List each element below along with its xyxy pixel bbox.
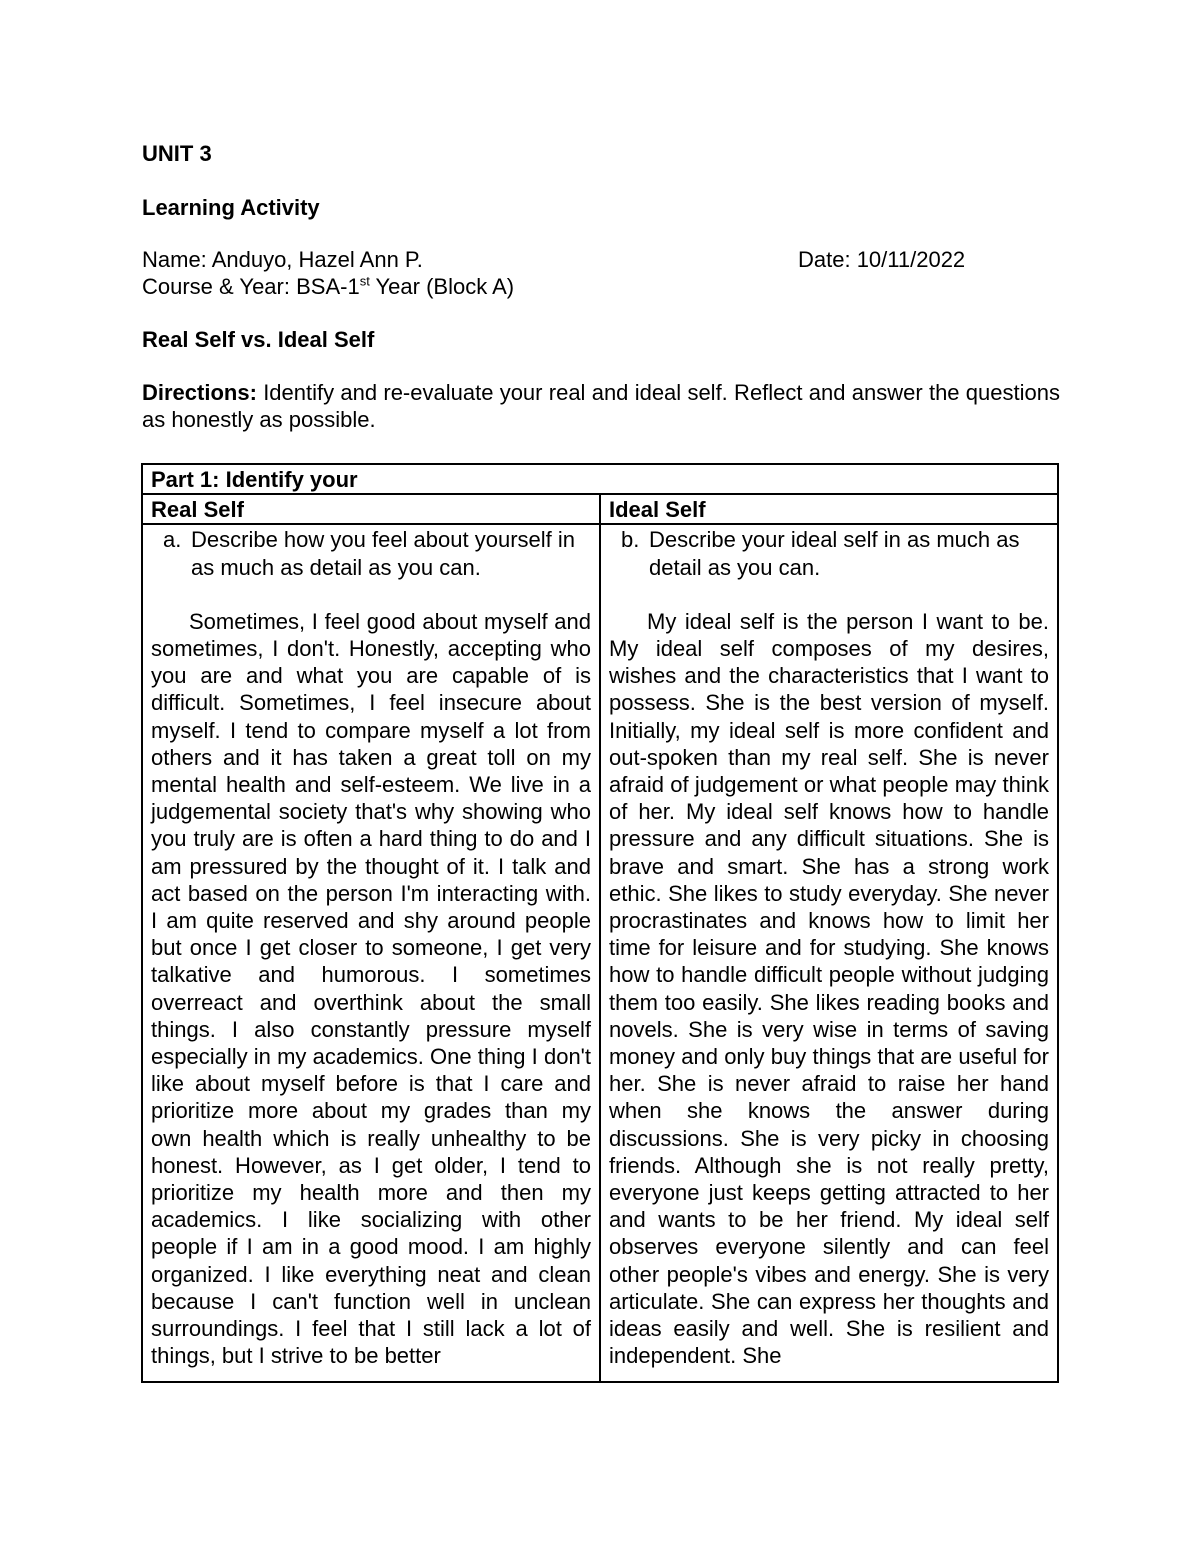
directions-label: Directions:	[142, 380, 257, 405]
column-header-ideal-self: Ideal Self	[600, 494, 1058, 524]
student-name: Name: Anduyo, Hazel Ann P.	[142, 247, 423, 272]
name-date-row	[142, 246, 1060, 273]
part-title: Part 1: Identify your	[142, 464, 1058, 494]
unit-heading: UNIT 3	[142, 141, 212, 166]
column-header-real-self: Real Self	[142, 494, 600, 524]
directions-text: Identify and re-evaluate your real and ideal self. Reflect and answer the questions as honestly as possible.	[142, 380, 1060, 432]
course-year	[142, 273, 1060, 300]
answer-row	[142, 524, 1058, 1382]
column-header-row	[142, 494, 1058, 524]
ideal-self-cell	[600, 524, 1058, 1382]
question-letter: b.	[621, 527, 640, 553]
real-self-answer: Sometimes, I feel good about myself and sometimes, I don't. Honestly, accepting who you are and what you are capable of is difficult. Sometimes, I feel insecure about myself. I tend to compare myself a lot from others and it has taken a great toll on my mental health and self-esteem. We live in a judgemental society that's why showing who you truly are is often a hard thing to do and I am pressured by the thought of it. I talk and act based on the person I'm interacting with. I am quite reserved and shy around people but once I get closer to someone, I get very talkative and humorous. I sometimes overreact and overthink about the small things. I also constantly pressure myself especially in my academics. One thing I don't like about myself before is that I care and prioritize more about my grades than my own health which is really unhealthy to be honest. However, as I get older, I tend to prioritize my health more and then my academics. I like socializing with other people if I am in a good mood. I am highly organized. I like everything neat and clean because I can't function well in unclean surroundings. I feel that I still lack a lot of things, but I strive to be better	[151, 608, 591, 1369]
ideal-self-answer: My ideal self is the person I want to be. My ideal self composes of my desires, wishes and the characteristics that I want to possess. She is the best version of myself. Initially, my ideal self is more confident and out-spoken than my real self. She is never afraid of judgement or what people may think of her. My ideal self knows how to handle pressure and any difficult situations. She is brave and smart. She has a strong work ethic. She likes to study everyday. She never procrastinates and knows how to limit her time for leisure and for studying. She knows how to handle difficult people without judging them too easily. She likes reading books and novels. She is very wise in terms of saving money and only buy things that are useful for her. She is never afraid to raise her hand when she knows the answer during discussions. She is very picky in choosing friends. Although she is not really pretty, everyone just keeps getting attracted to her and wants to be her friend. My ideal self observes everyone silently and can feel other people's vibes and energy. She is very articulate. She can express her thoughts and ideas easily and well. She is resilient and independent. She	[609, 608, 1049, 1369]
question-text: Describe your ideal self in as much as detail as you can.	[649, 527, 1020, 580]
question-letter: a.	[163, 527, 182, 553]
course-ordinal: st	[359, 273, 370, 289]
course-prefix: Course & Year: BSA-1	[142, 274, 360, 299]
directions	[142, 379, 1060, 433]
question-text: Describe how you feel about yourself in as much as detail as you can.	[191, 527, 575, 580]
real-self-question	[151, 526, 591, 580]
part1-table	[141, 463, 1059, 1383]
activity-heading: Learning Activity	[142, 195, 320, 220]
ideal-self-question	[609, 526, 1049, 580]
document-header	[142, 140, 1060, 433]
activity-date: Date: 10/11/2022	[798, 247, 966, 272]
course-suffix: Year (Block A)	[369, 274, 515, 299]
section-title: Real Self vs. Ideal Self	[142, 327, 375, 352]
part-title-row	[142, 464, 1058, 494]
real-self-cell	[142, 524, 600, 1382]
